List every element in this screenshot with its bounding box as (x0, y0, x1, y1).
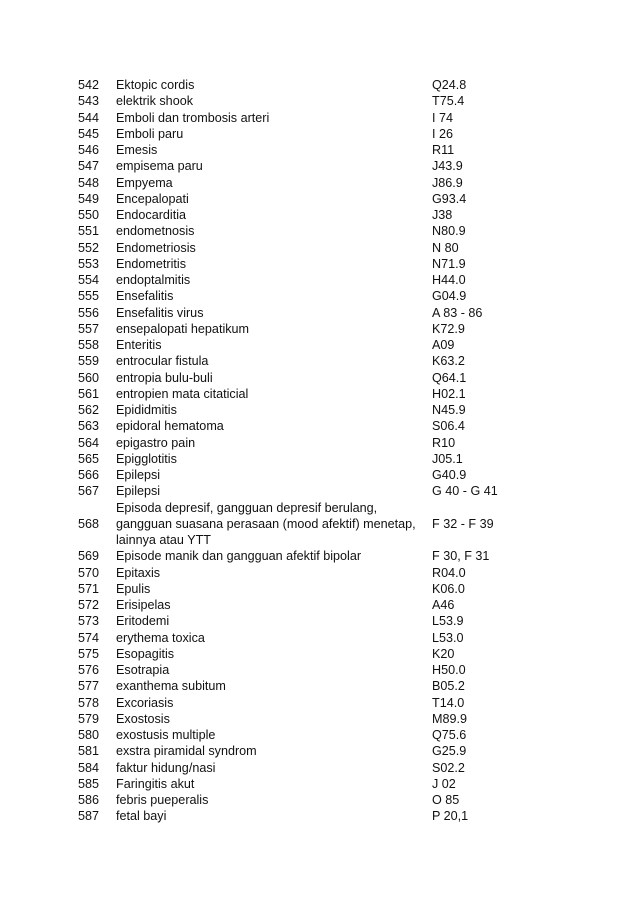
icd-code: A 83 - 86 (432, 305, 483, 320)
icd-code: J43.9 (432, 159, 463, 174)
row-number: 553 (78, 256, 100, 271)
diagnosis-name: Ensefalitis virus (116, 305, 204, 320)
icd-code: M89.9 (432, 711, 468, 726)
diagnosis-name: epidoral hematoma (116, 419, 224, 434)
diagnosis-name: exostusis multiple (116, 728, 216, 742)
icd-code: P 20,1 (432, 809, 469, 824)
code-table (0, 77, 638, 825)
table-row (0, 337, 638, 353)
row-number: 558 (78, 338, 100, 352)
table-row (0, 256, 638, 272)
row-number: 570 (78, 565, 100, 580)
table-row (0, 418, 638, 434)
table-row (0, 142, 638, 158)
diagnosis-name: Esotrapia (116, 663, 170, 677)
diagnosis-name: faktur hidung/nasi (116, 760, 216, 775)
icd-code: G 40 - G 41 (432, 484, 498, 499)
icd-code: J38 (432, 208, 453, 222)
icd-code: S02.2 (432, 760, 465, 775)
table-row (0, 223, 638, 239)
row-number: 567 (78, 484, 100, 499)
row-number: 584 (78, 760, 100, 775)
diagnosis-name: Epulis (116, 581, 151, 596)
table-row (0, 630, 638, 646)
table-row (0, 288, 638, 304)
icd-code: R11 (432, 143, 455, 157)
row-number: 543 (78, 94, 100, 109)
table-row (0, 353, 638, 369)
diagnosis-name: Epitaxis (116, 565, 161, 580)
diagnosis-name: Esopagitis (116, 646, 175, 661)
diagnosis-name: Emesis (116, 143, 158, 157)
table-row (0, 451, 638, 467)
diagnosis-name: Epigglotitis (116, 451, 177, 466)
icd-code: H44.0 (432, 273, 466, 287)
row-number: 545 (78, 126, 100, 141)
diagnosis-name: Emboli paru (116, 126, 184, 141)
diagnosis-name: Excoriasis (116, 695, 174, 710)
diagnosis-name: ensepalopati hepatikum (116, 321, 250, 336)
table-row (0, 467, 638, 483)
row-number: 586 (78, 793, 100, 807)
row-number: 555 (78, 289, 100, 304)
icd-code: I 74 (432, 110, 454, 125)
icd-code: K06.0 (432, 581, 465, 596)
icd-code: F 32 - F 39 (432, 516, 494, 531)
row-number: 573 (78, 614, 100, 629)
row-number: 559 (78, 354, 100, 369)
row-number: 576 (78, 663, 100, 677)
diagnosis-name: Ektopic cordis (116, 78, 195, 92)
diagnosis-name: Empyema (116, 175, 173, 190)
diagnosis-name: entropia bulu-buli (116, 370, 213, 385)
diagnosis-name: exstra piramidal syndrom (116, 744, 257, 759)
table-row (0, 776, 638, 792)
diagnosis-name: Endocarditia (116, 208, 187, 222)
table-row (0, 678, 638, 694)
diagnosis-name: entropien mata citaticial (116, 386, 249, 401)
table-row (0, 695, 638, 711)
table-row (0, 646, 638, 662)
row-number: 585 (78, 776, 100, 791)
icd-code: L53.9 (432, 614, 464, 629)
icd-code: J86.9 (432, 175, 463, 190)
row-number: 587 (78, 809, 100, 824)
row-number: 549 (78, 191, 100, 206)
diagnosis-name: entrocular fistula (116, 354, 209, 369)
diagnosis-name: Emboli dan trombosis arteri (116, 110, 270, 125)
row-number: 577 (78, 679, 100, 694)
row-number: 562 (78, 403, 100, 417)
icd-code: G40.9 (432, 468, 467, 482)
icd-code: B05.2 (432, 679, 465, 694)
row-number: 556 (78, 305, 100, 320)
table-row (0, 158, 638, 174)
icd-code: J05.1 (432, 451, 463, 466)
row-number: 568 (78, 516, 100, 531)
icd-code: A09 (432, 338, 455, 352)
row-number: 547 (78, 159, 100, 174)
row-number: 542 (78, 78, 100, 92)
table-row (0, 240, 638, 256)
table-row (0, 435, 638, 451)
icd-code: T75.4 (432, 94, 465, 109)
diagnosis-name: Eritodemi (116, 614, 170, 629)
icd-code: F 30, F 31 (432, 549, 490, 564)
row-number: 561 (78, 386, 100, 401)
diagnosis-name: Endometriosis (116, 240, 196, 255)
diagnosis-name: Encepalopati (116, 191, 189, 206)
icd-code: N80.9 (432, 224, 466, 239)
table-row (0, 272, 638, 288)
row-number: 569 (78, 549, 100, 564)
diagnosis-name: Episode manik dan gangguan afektif bipolar (116, 549, 362, 564)
table-row (0, 565, 638, 581)
icd-code: K63.2 (432, 354, 465, 369)
icd-code: Q24.8 (432, 78, 467, 92)
row-number: 565 (78, 451, 100, 466)
diagnosis-name-line: lainnya atau YTT (116, 533, 211, 547)
icd-code: G04.9 (432, 289, 467, 304)
diagnosis-name: elektrik shook (116, 94, 193, 109)
row-number: 563 (78, 419, 100, 434)
icd-code: G93.4 (432, 191, 467, 206)
table-row (0, 175, 638, 191)
table-row (0, 191, 638, 207)
diagnosis-name: epigastro pain (116, 435, 196, 450)
table-row (0, 500, 638, 549)
table-row (0, 662, 638, 678)
table-row (0, 548, 638, 564)
diagnosis-name (116, 500, 426, 549)
diagnosis-name: fetal bayi (116, 809, 167, 824)
table-row (0, 386, 638, 402)
diagnosis-name: exanthema subitum (116, 679, 226, 694)
table-row (0, 792, 638, 808)
row-number: 551 (78, 224, 100, 239)
row-number: 560 (78, 370, 100, 385)
diagnosis-name: febris pueperalis (116, 793, 209, 807)
row-number: 580 (78, 728, 100, 742)
table-row (0, 126, 638, 142)
row-number: 552 (78, 240, 100, 255)
diagnosis-name: Erisipelas (116, 598, 171, 612)
row-number: 554 (78, 273, 100, 287)
table-row (0, 370, 638, 386)
icd-code: L53.0 (432, 630, 464, 645)
diagnosis-name: Epilepsi (116, 468, 161, 482)
icd-code: H02.1 (432, 386, 466, 401)
table-row (0, 727, 638, 743)
row-number: 550 (78, 208, 100, 222)
table-row (0, 77, 638, 93)
icd-code: K20 (432, 646, 455, 661)
table-row (0, 613, 638, 629)
icd-code: Q75.6 (432, 728, 467, 742)
row-number: 546 (78, 143, 100, 157)
table-row (0, 402, 638, 418)
row-number: 548 (78, 175, 100, 190)
diagnosis-name: endoptalmitis (116, 273, 191, 287)
icd-code: A46 (432, 598, 455, 612)
icd-code: H50.0 (432, 663, 466, 677)
table-row (0, 711, 638, 727)
diagnosis-name: Faringitis akut (116, 776, 195, 791)
table-row (0, 597, 638, 613)
row-number: 572 (78, 598, 100, 612)
table-row (0, 110, 638, 126)
icd-code: N71.9 (432, 256, 466, 271)
icd-code: N45.9 (432, 403, 466, 417)
table-row (0, 581, 638, 597)
icd-code: O 85 (432, 793, 460, 807)
icd-code: G25.9 (432, 744, 467, 759)
diagnosis-name-line: Episoda depresif, gangguan depresif berulang, (116, 500, 378, 515)
row-number: 575 (78, 646, 100, 661)
icd-code: Q64.1 (432, 370, 467, 385)
row-number: 574 (78, 630, 100, 645)
diagnosis-name: endometnosis (116, 224, 195, 239)
icd-code: R04.0 (432, 565, 466, 580)
diagnosis-name: Enteritis (116, 338, 162, 352)
diagnosis-name: Endometritis (116, 256, 186, 271)
row-number: 571 (78, 581, 100, 596)
icd-code: S06.4 (432, 419, 465, 434)
table-row (0, 483, 638, 499)
row-number: 557 (78, 321, 100, 336)
row-number: 579 (78, 711, 100, 726)
icd-code: N 80 (432, 240, 459, 255)
table-row (0, 93, 638, 109)
table-row (0, 305, 638, 321)
table-row (0, 321, 638, 337)
row-number: 566 (78, 468, 100, 482)
diagnosis-name: Epilepsi (116, 484, 161, 499)
diagnosis-name: Epididmitis (116, 403, 177, 417)
icd-code: I 26 (432, 126, 454, 141)
icd-code: K72.9 (432, 321, 465, 336)
row-number: 544 (78, 110, 100, 125)
table-row (0, 760, 638, 776)
table-row (0, 207, 638, 223)
diagnosis-name: Ensefalitis (116, 289, 174, 304)
diagnosis-name-line: gangguan suasana perasaan (mood afektif) menetap, (116, 516, 416, 531)
table-row (0, 743, 638, 759)
diagnosis-name: empisema paru (116, 159, 203, 174)
diagnosis-name: erythema toxica (116, 630, 205, 645)
row-number: 564 (78, 435, 100, 450)
row-number: 578 (78, 695, 100, 710)
icd-code: J 02 (432, 776, 456, 791)
table-row (0, 808, 638, 824)
diagnosis-name: Exostosis (116, 711, 170, 726)
icd-code: T14.0 (432, 695, 465, 710)
row-number: 581 (78, 744, 100, 759)
icd-code: R10 (432, 435, 456, 450)
